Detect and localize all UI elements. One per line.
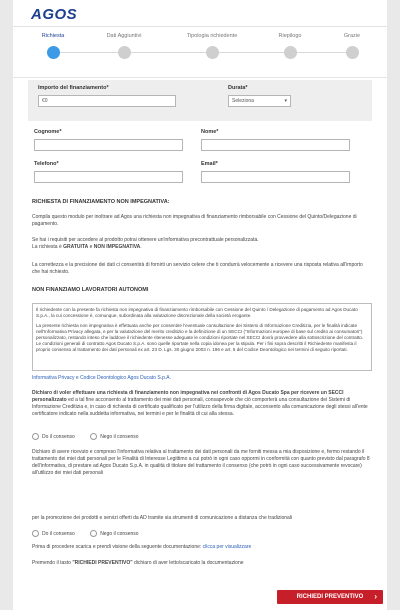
step-grazie bbox=[312, 33, 392, 59]
declaration-1 bbox=[32, 390, 370, 418]
nome-label: Nome* bbox=[201, 129, 219, 135]
page bbox=[13, 0, 387, 610]
step-dot bbox=[284, 46, 297, 59]
non-impegnativa-bold: NON IMPEGNATIVA bbox=[93, 244, 141, 250]
gratuita-end: . bbox=[140, 244, 142, 250]
documentation-line bbox=[32, 544, 370, 551]
consent-no-label: Nego il consenso bbox=[100, 530, 139, 537]
consent-yes-label: Do il consenso bbox=[42, 530, 75, 537]
agos-logo[interactable]: AGOS bbox=[31, 6, 78, 23]
cognome-label: Cognome* bbox=[34, 129, 62, 135]
accuracy-paragraph: La correttezza e la precisione dei dati ci consentirà di fornirti un servizio celere che ti condurrà velocemente a ricevere una risposta relativa all'importo che hai richiesto. bbox=[32, 262, 363, 275]
consent-yes-label: Do il consenso bbox=[42, 433, 75, 440]
step-dot bbox=[346, 46, 359, 59]
gratuita-bold: GRATUITA bbox=[63, 244, 89, 250]
intro-paragraph: Compila questo modulo per inoltrare ad Agos una richiesta non impegnativa di finanziamento rimborsabile con Cessione del Quinto/Delegazione di pagamento. bbox=[32, 214, 357, 227]
step-dot bbox=[206, 46, 219, 59]
consent-2-no-radio[interactable] bbox=[90, 530, 97, 537]
header bbox=[13, 0, 387, 27]
duration-label: Durata* bbox=[228, 85, 248, 91]
amount-label: Importo del finanziamento* bbox=[38, 85, 109, 91]
declaration-3: per la promozione dei prodotti e servizi offerti da AD tramite sia strumenti di comunicazione a distanza che tradizionali bbox=[32, 515, 293, 521]
consent-2-group bbox=[32, 530, 153, 537]
step-dot bbox=[118, 46, 131, 59]
consent-1-no-radio[interactable] bbox=[90, 433, 97, 440]
step-label: Tipologia richiedente bbox=[186, 33, 238, 39]
declaration-1-text: ed a tal fine acconsento al trattamento dei miei dati personali, consapevole che ciò comporterà una consultazione dei Sistemi di Informazione Creditizia e, in caso di richiesta di certificato qualificato per l'utilizzo della firma digitale, acconsento alla comunicazione degli stessi all'ente certificatore indicato nella suddetta informativa, nei termini e per le finalità di cui alla stessa. bbox=[32, 397, 368, 417]
notice-title: NON FINANZIAMO LAVORATORI AUTONOMI bbox=[32, 287, 149, 293]
step-label: Grazie bbox=[343, 33, 361, 39]
telefono-label: Telefono* bbox=[34, 161, 59, 167]
progress-steps bbox=[13, 27, 387, 78]
email-input[interactable] bbox=[201, 171, 350, 183]
final-bold: "RICHIEDI PREVENTIVO" bbox=[72, 560, 133, 566]
step-dot-active bbox=[47, 46, 60, 59]
step-dati-aggiuntivi bbox=[84, 33, 164, 59]
request-quote-label: RICHIEDI PREVENTIVO bbox=[296, 594, 364, 600]
final-pre: Premendo il tasto bbox=[32, 560, 73, 566]
terms-paragraph-1: Il richiedente con la presente fa richiesta non impegnativa di finanziamento rimborsabile con Cessione del Quinto / Delegazione di pagamento ad Agos Ducato S.p.A., la cui concessione è, comunque, subordinata alla valutazione discrezionale della società erogante. bbox=[36, 307, 358, 318]
duration-select[interactable] bbox=[228, 95, 291, 107]
step-richiesta bbox=[13, 33, 93, 59]
gratuita-pre: La richiesta è bbox=[32, 244, 64, 250]
duration-select-value: Seleziona bbox=[232, 98, 254, 104]
privacy-link[interactable]: Informativa Privacy e Codice Deontologico Agos Ducato S.p.A. bbox=[32, 375, 171, 381]
consent-1-group bbox=[32, 433, 153, 440]
terms-box[interactable] bbox=[32, 303, 372, 371]
declaration-1-bold: Dichiaro di voler effettuare una richiesta di finanziamento non impegnativa nei confronti di Agos Ducato Spa per ricevere un SECCI personalizzato bbox=[32, 390, 344, 403]
requirements-text: Se hai i requisiti per accedere al prodotto potrai ottenere un'informativa precontrattuale personalizzata. bbox=[32, 237, 259, 243]
final-declaration bbox=[32, 560, 370, 567]
step-label: Riepilogo bbox=[278, 33, 302, 39]
email-label: Email* bbox=[201, 161, 218, 167]
nome-input[interactable] bbox=[201, 139, 350, 151]
chevron-down-icon: ▾ bbox=[284, 98, 287, 104]
request-quote-button[interactable] bbox=[277, 590, 383, 604]
amount-input[interactable]: €0 bbox=[38, 95, 176, 107]
step-tipologia-richiedente bbox=[172, 33, 252, 59]
consent-no-label: Nego il consenso bbox=[100, 433, 139, 440]
documentation-text: Prima di procedere scarica e prendi visione della seguente documentazione: bbox=[32, 544, 203, 550]
step-label: Dati Aggiuntivi bbox=[106, 33, 142, 39]
requirements-paragraph bbox=[32, 237, 370, 251]
consent-2-yes-radio[interactable] bbox=[32, 530, 39, 537]
consent-1-yes-radio[interactable] bbox=[32, 433, 39, 440]
declaration-2: Dichiaro di avere ricevuto e compreso l'informativa relativa al trattamento dei dati personali da me forniti messa a mia disposizione e, fermo restando il trattamento dei miei dati personali per le Finalità di Interesse Legittimo a cui potrò in ogni caso oppormi in conformità con quanto previsto dal paragrafo 8 dell'informativa, di prestare ad Agos Ducato S.p.A. in qualità di titolare del trattamento il consenso (che potrò in ogni caso successivamente revocare) all'utilizzo dei miei dati personali bbox=[32, 449, 370, 476]
gratuita-mid: e bbox=[88, 244, 94, 250]
section-title: RICHIESTA DI FINANZIAMENTO NON IMPEGNATIVA: bbox=[32, 199, 170, 205]
telefono-input[interactable] bbox=[34, 171, 183, 183]
final-end: dichiaro di aver letto/scaricato la documentazione bbox=[132, 560, 244, 566]
documentation-link[interactable]: clicca per visualizzare bbox=[202, 544, 252, 550]
cognome-input[interactable] bbox=[34, 139, 183, 151]
chevron-right-icon: › bbox=[374, 592, 377, 601]
amount-section bbox=[28, 80, 372, 121]
step-label: Richiesta bbox=[41, 33, 65, 39]
terms-paragraph-2: La presente richiesta non impegnativa è effettuata anche per consentire l'eventuale consultazione dei Sistemi di Informazione Creditizia, per le finalità indicate nell'Informativa Privacy allegata, e per la valutazione del merito creditizio e la definizione di un SECCI ("Informazioni europee di base sul credito ai consumatori") personalizzato, restando inteso che laddove il richiedente ritenesse adeguate le condizioni riportate nel SECCI dovrà provvedere alla sottoscrizione del contratto. Le condizioni generali di contratto Agos Ducato S.p.A. sono quelle riportate nella copia idonea per la stipula. Per i fini sopra descritti il Richiedente manifesta il proprio consenso al trattamento dei dati personali ex art. 23 D. Lgs. 30 giugno 2003 n. 196 e art. 5 del Codice Deontologico nei termini di seguito riportati. bbox=[36, 323, 364, 352]
